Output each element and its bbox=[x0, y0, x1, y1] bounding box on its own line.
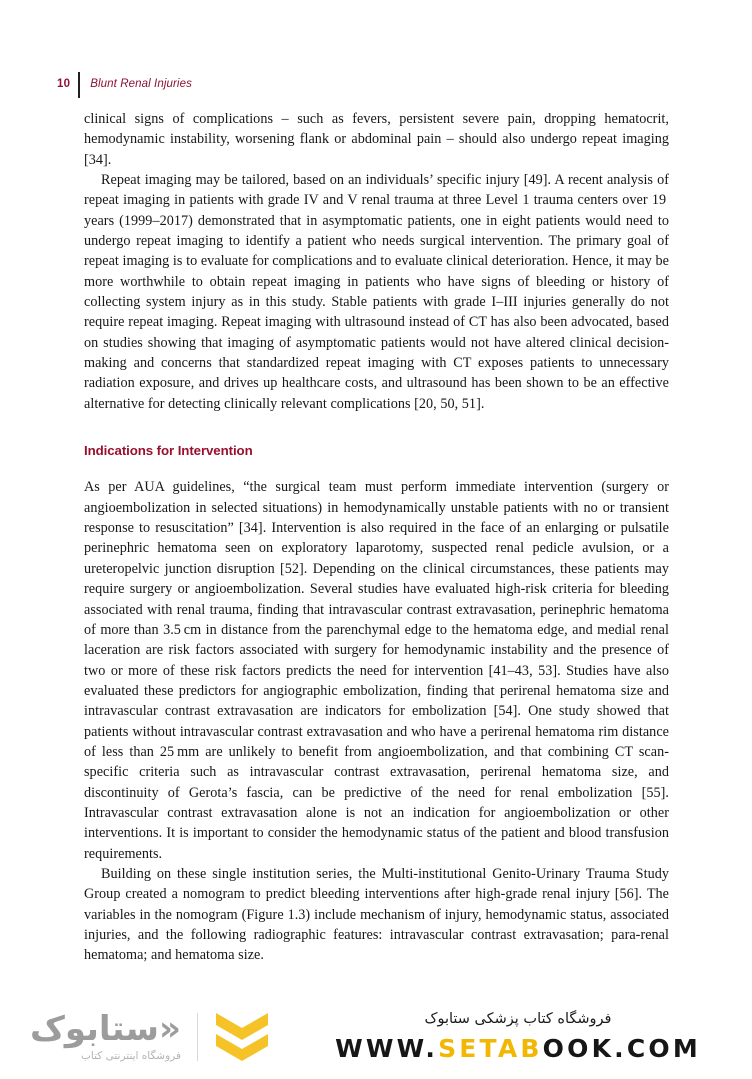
paragraph: As per AUA guidelines, “the surgical team must perform immediate intervention (surgery or angioembolization in selected situations) in hemodynamically unstable patients with no or transient response to resuscitation” [34]. Intervention is also required in the face of an enlarging or pulsatile perinephric hematoma seen on exploratory laparotomy, suspected renal pedicle avulsion, or a ureteropelvic junction disruption [52]. Depending on the clinical circumstances, these patients may require surgery or angioembolization. Several studies have evaluated high-risk criteria for bleeding associated with renal trauma, finding that intravascular contrast extravasation, perinephric hematoma of more than 3.5 cm in distance from the parenchymal edge to the hematoma edge, and medial renal laceration are risk factors associated with surgery for hemodynamic instability and the presence of two or more of these risk factors predicts the need for intervention [41–43, 53]. Studies have also evaluated these predictors for angiographic embolization, finding that perirenal hematoma size and intravascular contrast extravasation are indicators for embolization [54]. One study showed that patients without intravascular contrast extravasation and who have a perirenal hematoma rim distance of less than 25 mm are unlikely to benefit from angioembolization, and that combining CT scan-specific criteria such as intravascular contrast extravasation, perirenal hematoma size, and discontinuity of Gerota’s fascia, can be predictive of the need for renal embolization [55]. Intravascular contrast extravasation alone is not an indication for angioembolization or other interventions. It is important to consider the hemodynamic status of the patient and blood transfusion requirements. bbox=[84, 479, 669, 862]
logo-wordmark bbox=[30, 1009, 181, 1063]
setabook-logo[interactable] bbox=[30, 1011, 270, 1063]
logo-wordmark-sub: فروشگاه اینترنتی کتاب bbox=[81, 1050, 181, 1063]
spacer bbox=[84, 414, 669, 444]
footer-site-info bbox=[300, 995, 752, 1079]
logo-divider bbox=[197, 1013, 198, 1061]
site-url-part-b: B bbox=[520, 1034, 543, 1063]
site-tagline: فروشگاه کتاب پزشکی ستابوک bbox=[424, 1011, 612, 1027]
running-header bbox=[57, 72, 192, 98]
chevron-down-icon bbox=[214, 1011, 270, 1063]
logo-wordmark-main bbox=[30, 1009, 181, 1050]
section-heading: Indications for Intervention bbox=[84, 443, 253, 459]
footer-logo-area bbox=[0, 995, 300, 1079]
watermark-footer-band bbox=[0, 995, 752, 1079]
logo-wordmark-glyph-chevron-icon: « bbox=[159, 1009, 181, 1050]
logo-chevron-stack-icon bbox=[214, 1011, 270, 1063]
page-number: 10 bbox=[57, 77, 71, 90]
header-divider-rule bbox=[78, 72, 80, 98]
spacer bbox=[84, 457, 669, 477]
paragraph: Building on these single institution series, the Multi-institutional Genito-Urinary Trauma Study Group created a nomogram to predict bleeding interventions after high-grade renal injury [56]. The variables in the nomogram (Figure 1.3) include mechanism of injury, hemodynamic status, associated injuries, and the following radiographic features: intravascular contrast extravasation; para-renal hematoma; and hematoma size. bbox=[84, 865, 669, 964]
logo-wordmark-text: ستابوک bbox=[30, 1009, 159, 1050]
site-url-part-ookcom: OOK.COM bbox=[542, 1034, 701, 1063]
site-url[interactable] bbox=[335, 1034, 701, 1063]
site-url-part-www: WWW. bbox=[335, 1034, 439, 1063]
paragraph: clinical signs of complications – such as fevers, persistent severe pain, dropping hematocrit, hemodynamic instability, worsening flank or abdominal pain – should also undergo repeat imaging [34]. bbox=[84, 111, 669, 168]
site-url-part-seta: SETA bbox=[438, 1034, 521, 1063]
text-column bbox=[84, 109, 669, 966]
paragraph: Repeat imaging may be tailored, based on an individuals’ specific injury [49]. A recent analysis of repeat imaging in patients with grade IV and V renal trauma at three Level 1 trauma centers over 19 years (1999–2017) demonstrated that in asymptomatic patients, one in eight patients would need to undergo repeat imaging to identify a patient who needs surgical intervention. The primary goal of repeat imaging is to evaluate for complications and to evaluate clinical deterioration. Hence, it may be more worthwhile to obtain repeat imaging in patients who have signs of bleeding or history of collecting system injury as in this study. Stable patients with grade I–III injuries generally do not require repeat imaging. Repeat imaging with ultrasound instead of CT has also been advocated, based on studies showing that imaging of asymptomatic patients would not have altered clinical decision-making and concerns that standardized repeat imaging with CT exposes patients to unnecessary radiation exposure, and drives up healthcare costs, and ultrasound has been shown to be an effective alternative for detecting clinically relevant complications [20, 50, 51]. bbox=[84, 172, 669, 412]
running-header-title: Blunt Renal Injuries bbox=[90, 77, 192, 90]
